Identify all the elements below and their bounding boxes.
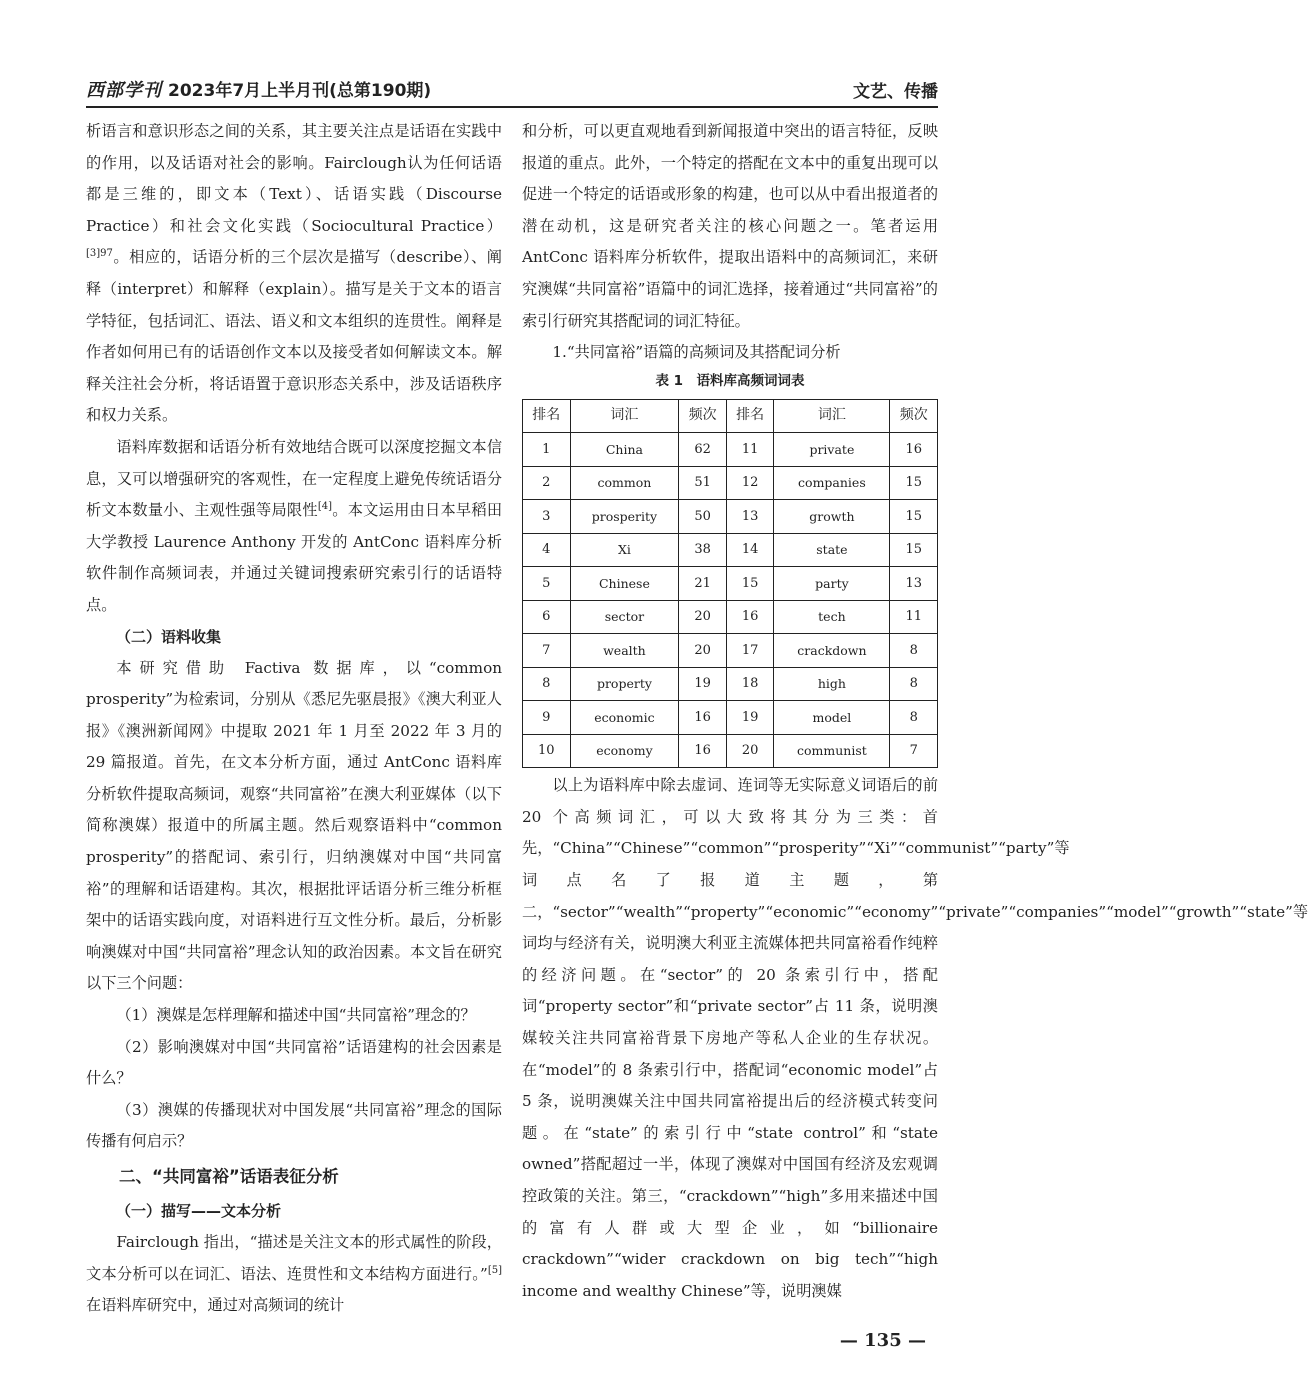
rank-cell: 5 xyxy=(523,567,571,601)
rank-cell: 6 xyxy=(523,600,571,634)
rank-cell: 13 xyxy=(726,500,774,534)
word-cell: economic xyxy=(570,701,679,735)
rank-cell: 20 xyxy=(726,734,774,768)
frequency-cell: 8 xyxy=(890,667,938,701)
citation: [4] xyxy=(317,501,332,513)
table-row xyxy=(523,433,938,467)
rank-cell: 9 xyxy=(523,701,571,735)
rank-cell: 16 xyxy=(726,600,774,634)
frequency-cell: 15 xyxy=(890,533,938,567)
question-1: （1）澳媒是怎样理解和描述中国“共同富裕”理念的？ xyxy=(116,1006,476,1025)
frequency-cell: 62 xyxy=(679,433,727,467)
table-row xyxy=(523,500,938,534)
table-row xyxy=(523,533,938,567)
frequency-cell: 16 xyxy=(890,433,938,467)
rank-cell: 10 xyxy=(523,734,571,768)
question-2: （2）影响澳媒对中国“共同富裕”话语建构的社会因素是什么？ xyxy=(86,1037,502,1088)
rank-cell: 7 xyxy=(523,634,571,668)
rank-cell: 14 xyxy=(726,533,774,567)
question-3: （3）澳媒的传播现状对中国发展“共同富裕”理念的国际传播有何启示？ xyxy=(86,1100,502,1151)
word-cell: companies xyxy=(774,466,890,500)
rank-cell: 15 xyxy=(726,567,774,601)
header-left xyxy=(86,76,431,102)
subsection-heading: （二）语料收集 xyxy=(116,627,222,646)
word-cell: Chinese xyxy=(570,567,679,601)
word-cell: private xyxy=(774,433,890,467)
word-cell: common xyxy=(570,466,679,500)
rank-cell: 11 xyxy=(726,433,774,467)
section-label: 文艺、传播 xyxy=(853,82,938,102)
rank-cell: 3 xyxy=(523,500,571,534)
col-header: 排名 xyxy=(726,399,774,433)
word-cell: property xyxy=(570,667,679,701)
frequency-cell: 15 xyxy=(890,500,938,534)
col-header: 频次 xyxy=(679,399,727,433)
frequency-cell: 16 xyxy=(679,734,727,768)
word-cell: growth xyxy=(774,500,890,534)
frequency-cell: 38 xyxy=(679,533,727,567)
rank-cell: 17 xyxy=(726,634,774,668)
paragraph: 析语言和意识形态之间的关系，其主要关注点是话语在实践中的作用，以及话语对社会的影响。Fairclough认为任何话语都是三维的，即文本（Text）、话语实践（Discourse Practice）和社会文化实践（Sociocultural Practice）$^{[3]97}$。相应的，话语分析的三个层次是描写（describe）、阐释（interpret）和解释（explain）。描写是关于文本的语言学特征，包括词汇、语法、语义和文本组织的连贯性。阐释是作者如何用已有的话语创作文本以及接受者如何解读文本。解释关注社会分析，将话语置于意识形态关系中，涉及话语秩序和权力关系。 xyxy=(86,122,502,425)
frequency-cell: 20 xyxy=(679,600,727,634)
rank-cell: 8 xyxy=(523,667,571,701)
frequency-cell: 13 xyxy=(890,567,938,601)
word-cell: economy xyxy=(570,734,679,768)
word-cell: high xyxy=(774,667,890,701)
rank-cell: 4 xyxy=(523,533,571,567)
frequency-cell: 21 xyxy=(679,567,727,601)
word-cell: crackdown xyxy=(774,634,890,668)
paragraph: 本研究借助 Factiva 数据库，以“common prosperity”为检索词，分别从《悉尼先驱晨报》《澳大利亚人报》《澳洲新闻网》中提取 2021 年 1 月至 2022 年 3 月的 29 篇报道。首先，在文本分析方面，通过 AntConc 语料库分析软件提取高频词，观察“共同富裕”在澳大利亚媒体（以下简称澳媒）报道中的所属主题。然后观察语料中“common prosperity”的搭配词、索引行，归纳澳媒对中国“共同富裕”的理解和话语建构。其次，根据批评话语分析三维分析框架中的话语实践向度，对语料进行互文性分析。最后，分析影响澳媒对中国“共同富裕”理念认知的政治因素。本文旨在研究以下三个问题： xyxy=(86,658,502,993)
col-header: 频次 xyxy=(890,399,938,433)
page-number: — 135 — xyxy=(839,1330,926,1351)
rank-cell: 1 xyxy=(523,433,571,467)
word-cell: tech xyxy=(774,600,890,634)
citation: [5] xyxy=(487,1264,502,1276)
citation: [3]97 xyxy=(86,248,113,260)
col-header: 排名 xyxy=(523,399,571,433)
table-row xyxy=(523,667,938,701)
right-column xyxy=(522,116,1308,1307)
frequency-cell: 8 xyxy=(890,701,938,735)
word-cell: model xyxy=(774,701,890,735)
frequency-table xyxy=(522,399,938,769)
table-row xyxy=(523,701,938,735)
paragraph: 以上为语料库中除去虚词、连词等无实际意义词语后的前 20 个高频词汇，可以大致将其分为三类：首先，“China”“Chinese”“common”“prosperity”“Xi”“communist”“party”等词点名了报道主题，第二，“sector”“wealth”“property”“economic”“economy”“private”“companies”“model”“growth”“state”等词均与经济有关，说明澳大利亚主流媒体把共同富裕看作纯粹的经济问题。在“sector”的 20 条索引行中，搭配词“property sector”和“private sector”占 11 条，说明澳媒较关注共同富裕背景下房地产等私人企业的生存状况。在“model”的 8 条索引行中，搭配词“economic model”占 5 条，说明澳媒关注中国共同富裕提出后的经济模式转变问题。在“state”的索引行中“state control”和“state owned”搭配超过一半，体现了澳媒对中国国有经济及宏观调控政策的关注。第三，“crackdown”“high”多用来描述中国的富有人群或大型企业，如“billionaire crackdown”“wider crackdown on big tech”“high income and wealthy Chinese”等，说明澳媒 xyxy=(522,776,1308,1300)
word-cell: prosperity xyxy=(570,500,679,534)
table-caption: 表 1 语料库高频词词表 xyxy=(655,372,805,389)
word-cell: Xi xyxy=(570,533,679,567)
col-header: 词汇 xyxy=(774,399,890,433)
rank-cell: 2 xyxy=(523,466,571,500)
word-cell: wealth xyxy=(570,634,679,668)
word-cell: China xyxy=(570,433,679,467)
table-row xyxy=(523,734,938,768)
table-row xyxy=(523,600,938,634)
subsection-heading: （一）描写——文本分析 xyxy=(116,1202,282,1220)
sub-heading: 1.“共同富裕”语篇的高频词及其搭配词分析 xyxy=(552,343,841,362)
table-row xyxy=(523,466,938,500)
frequency-cell: 20 xyxy=(679,634,727,668)
frequency-cell: 15 xyxy=(890,466,938,500)
word-cell: communist xyxy=(774,734,890,768)
frequency-cell: 11 xyxy=(890,600,938,634)
issue-info: 2023年7月上半月刊(总第190期) xyxy=(168,81,432,101)
word-cell: state xyxy=(774,533,890,567)
rank-cell: 18 xyxy=(726,667,774,701)
frequency-cell: 51 xyxy=(679,466,727,500)
word-cell: sector xyxy=(570,600,679,634)
page-header xyxy=(86,70,938,108)
frequency-cell: 16 xyxy=(679,701,727,735)
table-row xyxy=(523,567,938,601)
rank-cell: 12 xyxy=(726,466,774,500)
journal-logo: 西部学刊 xyxy=(86,80,162,101)
table-row xyxy=(523,634,938,668)
left-column xyxy=(86,116,502,1322)
frequency-cell: 8 xyxy=(890,634,938,668)
word-cell: party xyxy=(774,567,890,601)
col-header: 词汇 xyxy=(570,399,679,433)
paragraph: Fairclough 指出，“描述是关注文本的形式属性的阶段，文本分析可以在词汇、语法、连贯性和文本结构方面进行。”[5]在语料库研究中，通过对高频词的统计 xyxy=(86,1233,502,1315)
paragraph: 和分析，可以更直观地看到新闻报道中突出的语言特征，反映报道的重点。此外，一个特定的搭配在文本中的重复出现可以促进一个特定的话语或形象的构建，也可以从中看出报道者的潜在动机，这是研究者关注的核心问题之一。笔者运用 AntConc 语料库分析软件，提取出语料中的高频词汇，来研究澳媒“共同富裕”语篇中的词汇选择，接着通过“共同富裕”的索引行研究其搭配词的词汇特征。 xyxy=(522,122,938,330)
frequency-cell: 50 xyxy=(679,500,727,534)
paragraph: 语料库数据和话语分析有效地结合既可以深度挖掘文本信息，又可以增强研究的客观性，在一定程度上避免传统话语分析文本数量小、主观性强等局限性[4]。本文运用由日本早稻田大学教授 Laurence Anthony 开发的 AntConc 语料库分析软件制作高频词表，并通过关键词搜索研究索引行的话语特点。 xyxy=(86,437,503,614)
frequency-cell: 19 xyxy=(679,667,727,701)
section-heading: 二、“共同富裕”话语表征分析 xyxy=(119,1167,339,1186)
rank-cell: 19 xyxy=(726,701,774,735)
frequency-cell: 7 xyxy=(890,734,938,768)
table-header-row xyxy=(523,399,938,433)
